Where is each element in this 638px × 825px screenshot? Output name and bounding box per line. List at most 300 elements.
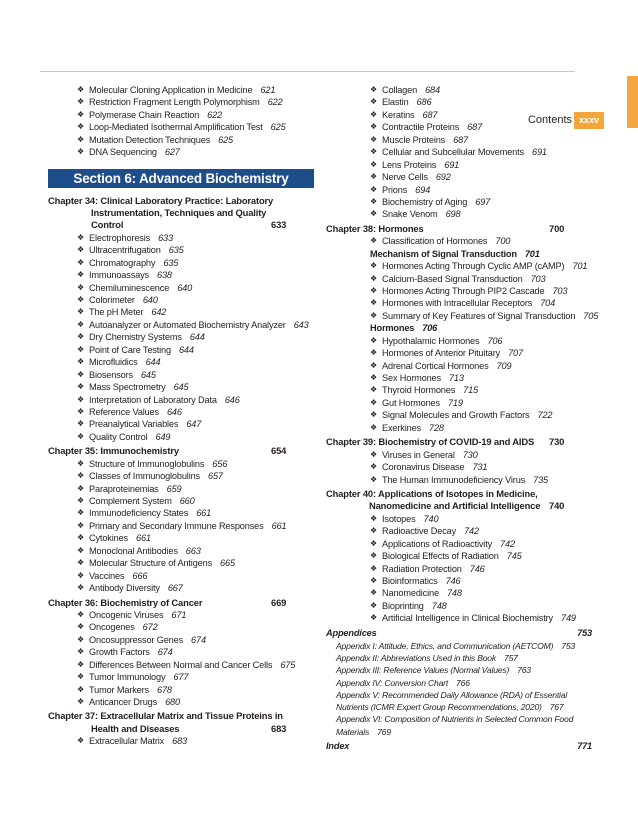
diamond-bullet-icon: ❖: [77, 471, 85, 481]
chapter-block: [326, 488, 592, 625]
diamond-bullet-icon: ❖: [77, 696, 85, 706]
chapter-block: [326, 436, 592, 486]
toc-entry-page: 644: [189, 332, 205, 343]
toc-entry[interactable]: [48, 483, 314, 495]
chapter-heading[interactable]: Chapter 34: Clinical Laboratory Practice: Laboratory Instrumentation, Techniques and Quality Control 633: [48, 194, 287, 231]
toc-entry-page: 686: [416, 97, 432, 108]
diamond-bullet-icon: ❖: [77, 344, 85, 354]
toc-entry-page: 730: [462, 449, 478, 460]
toc-entry-list: [326, 84, 592, 221]
diamond-bullet-icon: ❖: [77, 609, 85, 619]
chapter-heading[interactable]: Chapter 37: Extracellular Matrix and Tissue Proteins in Health and Diseases 683: [48, 710, 287, 734]
toc-entry-page: 748: [446, 588, 462, 599]
toc-entry-page: 671: [171, 609, 187, 620]
diamond-bullet-icon: ❖: [370, 298, 378, 308]
toc-entry[interactable]: [48, 696, 314, 708]
toc-entry-page: 713: [448, 373, 464, 384]
toc-entry-page: 691: [531, 147, 547, 158]
toc-entry-page: 638: [156, 270, 172, 281]
toc-entry[interactable]: [326, 397, 592, 409]
toc-entry-title: Tumor Immunology: [89, 672, 166, 683]
toc-entry[interactable]: [326, 84, 592, 96]
diamond-bullet-icon: ❖: [370, 261, 378, 271]
diamond-bullet-icon: ❖: [77, 458, 85, 468]
toc-entry-title: Nerve Cells: [382, 172, 428, 183]
toc-entry[interactable]: [48, 121, 314, 133]
toc-entry-list: [326, 260, 599, 322]
toc-entry[interactable]: [48, 394, 314, 406]
toc-entry-title: Quality Control: [89, 431, 148, 442]
toc-entry[interactable]: [48, 84, 314, 96]
toc-entry[interactable]: [48, 582, 314, 594]
toc-entry-page: 704: [540, 298, 556, 309]
diamond-bullet-icon: ❖: [77, 257, 85, 267]
toc-entry-page: 635: [168, 245, 184, 256]
toc-entry[interactable]: [326, 196, 592, 208]
toc-entry-page: 646: [224, 394, 240, 405]
toc-entry[interactable]: [48, 431, 314, 443]
diamond-bullet-icon: ❖: [77, 533, 85, 543]
toc-entry-title: Lens Proteins: [382, 159, 437, 170]
toc-entry-page: 694: [415, 184, 431, 195]
chapter-title: Chapter 39: Biochemistry of COVID-19 and AIDS: [326, 436, 535, 448]
toc-entry[interactable]: [48, 244, 314, 256]
toc-entry[interactable]: [326, 134, 592, 146]
toc-entry[interactable]: [326, 310, 599, 322]
toc-entry[interactable]: [48, 146, 314, 158]
diamond-bullet-icon: ❖: [77, 357, 85, 367]
subsection-page: 701: [524, 248, 540, 259]
toc-entry[interactable]: [326, 525, 592, 537]
appendix-entry[interactable]: [326, 640, 592, 652]
toc-entry[interactable]: [48, 570, 314, 582]
diamond-bullet-icon: ❖: [370, 600, 378, 610]
toc-entry-page: 649: [155, 431, 171, 442]
chapter-heading[interactable]: Chapter 35: Immunochemistry 654: [48, 445, 287, 457]
toc-entry-list: [48, 458, 314, 595]
toc-entry-title: Snake Venom: [382, 209, 438, 220]
toc-entry[interactable]: [48, 232, 314, 244]
toc-entry-title: Growth Factors: [89, 647, 150, 658]
toc-entry-page: 675: [280, 659, 296, 670]
toc-entry-page: 683: [172, 736, 188, 747]
toc-entry-page: 692: [435, 172, 451, 183]
toc-entry-page: 705: [583, 310, 599, 321]
toc-entry-title: Point of Care Testing: [89, 344, 171, 355]
appendix-title: Appendix I: Attitude, Ethics, and Communication (AETCOM): [336, 640, 554, 651]
diamond-bullet-icon: ❖: [77, 97, 85, 107]
diamond-bullet-icon: ❖: [77, 232, 85, 242]
chapter-title: Chapter 37: Extracellular Matrix and Tissue Proteins in Health and Diseases: [48, 710, 283, 734]
chapter-title: Chapter 40: Applications of Isotopes in Medicine, Nanomedicine and Artificial Intelligence: [326, 487, 541, 512]
toc-entry[interactable]: [48, 684, 314, 696]
toc-entry-title: Restriction Fragment Length Polymorphism: [89, 97, 260, 108]
chapter-title: Chapter 38: Hormones: [326, 222, 424, 234]
toc-entry-title: Chromatography: [89, 257, 156, 268]
appendix-title: Appendix II: Abbreviations Used in this Book: [336, 652, 496, 663]
chapter-heading[interactable]: Chapter 38: Hormones 700: [326, 222, 565, 234]
toc-entry-title: Keratins: [382, 109, 415, 120]
diamond-bullet-icon: ❖: [77, 634, 85, 644]
appendix-entry[interactable]: [326, 677, 592, 689]
toc-entry-title: Biosensors: [89, 369, 133, 380]
appendix-title: Appendix VI: Composition of Nutrients in Selected Common Food Materials: [336, 714, 574, 737]
toc-entry-page: 660: [179, 496, 195, 506]
toc-entry[interactable]: [326, 474, 592, 486]
appendix-page: 769: [377, 726, 391, 737]
toc-entry-title: DNA Sequencing: [89, 147, 157, 158]
toc-entry[interactable]: [326, 587, 592, 599]
appendix-title: Appendix IV: Conversion Chart: [336, 677, 449, 688]
toc-entry[interactable]: [326, 335, 592, 347]
diamond-bullet-icon: ❖: [77, 736, 85, 746]
toc-entry[interactable]: [326, 347, 592, 359]
appendix-title: Appendix V: Recommended Daily Allowance (RDA) of Essential Nutrients (ICMR Expert Group Recommendations, 2020): [336, 689, 568, 713]
toc-entry-page: 672: [142, 622, 158, 633]
diamond-bullet-icon: ❖: [370, 122, 378, 132]
toc-entry[interactable]: [48, 470, 314, 482]
toc-entry[interactable]: [326, 422, 592, 434]
toc-entry-page: 742: [500, 538, 515, 549]
toc-entry-title: Oncosuppressor Genes: [89, 634, 184, 645]
toc-entry-title: Signal Molecules and Growth Factors: [382, 410, 530, 421]
toc-entry[interactable]: [326, 409, 592, 421]
toc-entry-page: 740: [423, 513, 439, 524]
diamond-bullet-icon: ❖: [370, 360, 378, 370]
toc-entry-title: Electrophoresis: [89, 232, 151, 243]
toc-entry[interactable]: [48, 406, 314, 418]
toc-entry-page: 698: [445, 209, 461, 220]
appendix-page: 757: [504, 652, 518, 663]
toc-entry-page: 656: [212, 458, 228, 469]
toc-entry-title: Cellular and Subcellular Movements: [382, 147, 524, 158]
toc-entry-title: Gut Hormones: [382, 397, 440, 408]
toc-entry-title: Oncogenic Viruses: [89, 609, 164, 620]
toc-entry-page: 707: [508, 348, 523, 359]
toc-entry-list: [48, 84, 314, 159]
toc-entry[interactable]: [326, 235, 592, 247]
toc-entry[interactable]: [48, 507, 314, 519]
toc-entry[interactable]: [48, 495, 314, 507]
toc-entry-page: 691: [444, 159, 460, 170]
appendix-list: [326, 640, 592, 738]
toc-entry-page: 674: [191, 634, 206, 645]
toc-entry-title: Tumor Markers: [89, 684, 149, 695]
toc-entry-page: 661: [136, 533, 151, 544]
toc-entry[interactable]: [326, 171, 592, 183]
diamond-bullet-icon: ❖: [370, 373, 378, 383]
toc-entry[interactable]: [326, 360, 592, 372]
toc-entry-title: Cytokines: [89, 533, 128, 544]
toc-entry-page: 665: [220, 558, 235, 569]
toc-entry[interactable]: [48, 96, 314, 108]
toc-entry[interactable]: [48, 557, 314, 569]
diamond-bullet-icon: ❖: [370, 397, 378, 407]
toc-entry-page: 646: [166, 406, 182, 417]
toc-entry[interactable]: [48, 520, 314, 532]
toc-entry[interactable]: [326, 449, 592, 461]
toc-entry-title: Primary and Secondary Immune Responses: [89, 520, 264, 531]
toc-entry-title: Interpretation of Laboratory Data: [89, 394, 217, 405]
diamond-bullet-icon: ❖: [370, 134, 378, 144]
appendix-entry[interactable]: [326, 664, 592, 676]
diamond-bullet-icon: ❖: [77, 134, 85, 144]
diamond-bullet-icon: ❖: [77, 545, 85, 555]
toc-entry[interactable]: [48, 109, 314, 121]
toc-entry-title: Bioinformatics: [382, 575, 438, 586]
toc-entry-title: Collagen: [382, 85, 418, 95]
diamond-bullet-icon: ❖: [370, 588, 378, 598]
toc-entry[interactable]: [48, 458, 314, 470]
toc-entry-page: 635: [163, 257, 179, 268]
toc-entry[interactable]: [326, 208, 592, 220]
toc-entry[interactable]: [326, 563, 592, 575]
diamond-bullet-icon: ❖: [370, 159, 378, 169]
section-banner: Section 6: Advanced Biochemistry: [48, 169, 314, 188]
toc-entry[interactable]: [326, 96, 592, 108]
toc-entry[interactable]: [48, 306, 314, 318]
toc-entry[interactable]: [48, 331, 314, 343]
toc-entry[interactable]: [48, 319, 314, 331]
toc-entry[interactable]: [48, 621, 314, 633]
toc-entry-page: 678: [157, 684, 172, 695]
appendix-title: Appendix III: Reference Values (Normal Values): [336, 665, 510, 676]
toc-entry[interactable]: [48, 646, 314, 658]
toc-entry-title: Applications of Radioactivity: [382, 538, 493, 549]
appendix-entry[interactable]: [326, 713, 592, 738]
toc-entry-title: Extracellular Matrix: [89, 736, 165, 747]
chapter-title: Chapter 35: Immunochemistry: [48, 445, 179, 457]
toc-entry-page: 644: [178, 344, 194, 355]
diamond-bullet-icon: ❖: [77, 622, 85, 632]
toc-entry[interactable]: [326, 109, 592, 121]
diamond-bullet-icon: ❖: [77, 483, 85, 493]
toc-entry-title: Artificial Intelligence in Clinical Biochemistry: [382, 613, 554, 624]
subsection-heading[interactable]: [326, 322, 592, 334]
toc-entry-page: 625: [218, 134, 234, 145]
index-title: Index: [326, 741, 350, 752]
toc-entry[interactable]: [48, 609, 314, 621]
toc-entry[interactable]: [48, 634, 314, 646]
chapter-block: [48, 445, 314, 594]
toc-entry-page: 661: [196, 508, 212, 519]
toc-entry[interactable]: [326, 146, 592, 158]
toc-entry[interactable]: [48, 344, 314, 356]
diamond-bullet-icon: ❖: [370, 335, 378, 345]
toc-entry-title: Hypothalamic Hormones: [382, 335, 480, 346]
toc-entry[interactable]: [48, 294, 314, 306]
toc-entry-title: Hormones Acting Through PIP2 Cascade: [382, 285, 545, 296]
diamond-bullet-icon: ❖: [77, 431, 85, 441]
toc-entry-title: Vaccines: [89, 570, 125, 581]
subsection-heading[interactable]: [326, 248, 592, 260]
diamond-bullet-icon: ❖: [370, 196, 378, 206]
toc-entry[interactable]: [48, 532, 314, 544]
toc-entry-list: [48, 232, 314, 443]
toc-entry-title: Prions: [382, 184, 408, 195]
toc-entry-page: 667: [167, 583, 183, 594]
diamond-bullet-icon: ❖: [370, 97, 378, 107]
chapter-heading[interactable]: Chapter 40: Applications of Isotopes in Medicine, Nanomedicine and Artificial Intelligence 740: [326, 487, 565, 512]
toc-entry-title: Biochemistry of Aging: [382, 196, 468, 207]
diamond-bullet-icon: ❖: [77, 245, 85, 255]
toc-entry-title: Calcium-Based Signal Transduction: [382, 273, 523, 284]
toc-entry-title: Contractile Proteins: [382, 122, 460, 133]
toc-entry-title: Reference Values: [89, 406, 159, 417]
toc-entry-title: Classification of Hormones: [382, 236, 488, 247]
toc-entry-page: 640: [142, 295, 158, 306]
toc-entry[interactable]: [326, 461, 592, 473]
chapter-block-hormones: [326, 222, 599, 434]
toc-entry-title: Elastin: [382, 97, 409, 108]
toc-entry-title: Classes of Immunoglobulins: [89, 471, 200, 482]
diamond-bullet-icon: ❖: [370, 273, 378, 283]
diamond-bullet-icon: ❖: [77, 332, 85, 342]
subsection-page: 706: [422, 323, 438, 334]
toc-entry-page: 706: [487, 335, 503, 346]
toc-entry[interactable]: [326, 575, 592, 587]
toc-entry-page: 622: [267, 97, 283, 108]
toc-entry-title: Radioactive Decay: [382, 526, 457, 537]
toc-entry-page: 644: [145, 357, 161, 368]
toc-entry-title: Viruses in General: [382, 449, 455, 460]
diamond-bullet-icon: ❖: [370, 209, 378, 219]
diamond-bullet-icon: ❖: [370, 236, 378, 246]
appendix-entry[interactable]: [326, 652, 592, 664]
section-thumb-tab: [627, 76, 638, 128]
toc-entry[interactable]: [48, 269, 314, 281]
toc-entry[interactable]: [326, 612, 592, 624]
toc-entry[interactable]: [48, 369, 314, 381]
toc-entry-title: Isotopes: [382, 513, 416, 524]
toc-entry[interactable]: [48, 735, 314, 747]
diamond-bullet-icon: ❖: [77, 659, 85, 669]
toc-entry-page: 748: [431, 600, 447, 611]
diamond-bullet-icon: ❖: [77, 122, 85, 132]
toc-entry-page: 642: [151, 307, 167, 318]
toc-entry-title: Preanalytical Variables: [89, 419, 179, 430]
toc-entry[interactable]: [48, 134, 314, 146]
toc-entry-page: 687: [467, 122, 483, 133]
diamond-bullet-icon: ❖: [370, 613, 378, 623]
chapter-heading[interactable]: Chapter 36: Biochemistry of Cancer 669: [48, 596, 287, 608]
index-heading[interactable]: [326, 740, 592, 753]
toc-entry-title: Antibody Diversity: [89, 583, 160, 594]
toc-entry[interactable]: [48, 671, 314, 683]
toc-entry[interactable]: [48, 257, 314, 269]
toc-entry-title: Hormones of Anterior Pituitary: [382, 348, 501, 359]
toc-entry-page: 746: [469, 563, 485, 574]
toc-entry-title: Differences Between Normal and Cancer Cells: [89, 659, 273, 670]
appendices-title: Appendices: [326, 627, 377, 638]
diamond-bullet-icon: ❖: [370, 310, 378, 320]
toc-entry-title: The Human Immunodeficiency Virus: [382, 474, 526, 485]
toc-entry-title: Immunoassays: [89, 270, 149, 281]
appendix-page: 767: [549, 702, 564, 713]
diamond-bullet-icon: ❖: [77, 270, 85, 280]
toc-entry-page: 622: [207, 109, 223, 120]
toc-entry[interactable]: [326, 550, 592, 562]
toc-entry-page: 633: [158, 232, 173, 243]
toc-entry-title: The pH Meter: [89, 307, 144, 318]
toc-entry-list: [326, 449, 592, 486]
toc-entry[interactable]: [326, 297, 592, 309]
diamond-bullet-icon: ❖: [370, 462, 378, 472]
toc-entry-page: 666: [132, 570, 148, 581]
toc-entry-title: Nanomedicine: [382, 588, 439, 599]
toc-entry[interactable]: [326, 159, 592, 171]
diamond-bullet-icon: ❖: [77, 85, 85, 94]
toc-entry[interactable]: [48, 418, 314, 430]
toc-entry[interactable]: [326, 184, 592, 196]
toc-entry-title: Autoanalyzer or Automated Biochemistry Analyzer: [89, 319, 286, 330]
toc-entry[interactable]: [326, 260, 592, 272]
toc-entry-list: [48, 609, 314, 709]
chapter-block: [48, 710, 314, 747]
appendix-entry[interactable]: [326, 689, 592, 714]
toc-entry-title: Exerkines: [382, 422, 421, 433]
toc-entry[interactable]: [48, 381, 314, 393]
toc-entry-page: 625: [270, 122, 286, 133]
toc-entry-title: Summary of Key Features of Signal Transduction: [382, 310, 576, 321]
toc-entry[interactable]: [326, 384, 592, 396]
toc-entry[interactable]: [326, 285, 592, 297]
appendices-page: 753: [577, 627, 592, 638]
toc-entry-page: 703: [530, 273, 546, 284]
toc-entry-title: Chemiluminescence: [89, 282, 170, 293]
diamond-bullet-icon: ❖: [370, 551, 378, 561]
toc-entry-title: Paraproteinemias: [89, 483, 159, 494]
toc-entry-title: Muscle Proteins: [382, 134, 446, 145]
toc-entry-page: 700: [495, 236, 511, 247]
diamond-bullet-icon: ❖: [370, 348, 378, 358]
diamond-bullet-icon: ❖: [77, 647, 85, 657]
toc-entry[interactable]: [48, 282, 314, 294]
diamond-bullet-icon: ❖: [77, 369, 85, 379]
toc-entry[interactable]: [326, 538, 592, 550]
diamond-bullet-icon: ❖: [370, 513, 378, 523]
toc-entry[interactable]: [48, 659, 314, 671]
toc-entry-title: Mass Spectrometry: [89, 382, 166, 393]
toc-entry[interactable]: [48, 545, 314, 557]
subsection-title: Hormones: [370, 323, 415, 334]
appendices-heading[interactable]: [326, 627, 592, 640]
chapter-heading[interactable]: Chapter 39: Biochemistry of COVID-19 and AIDS 730: [326, 436, 565, 448]
chapter-block: [48, 195, 314, 444]
toc-entry[interactable]: [326, 513, 592, 525]
toc-entry-title: Bioprinting: [382, 600, 424, 611]
diamond-bullet-icon: ❖: [77, 406, 85, 416]
diamond-bullet-icon: ❖: [77, 672, 85, 682]
toc-entry[interactable]: [326, 600, 592, 612]
toc-entry-page: 735: [533, 474, 549, 485]
toc-entry-list: [326, 513, 592, 625]
toc-entry-title: Hormones with Intracellular Receptors: [382, 298, 533, 309]
toc-entry[interactable]: [48, 356, 314, 368]
toc-entry-page: 627: [164, 147, 180, 158]
toc-entry[interactable]: [326, 273, 592, 285]
diamond-bullet-icon: ❖: [370, 474, 378, 484]
toc-entry[interactable]: [326, 121, 592, 133]
toc-entry-page: 745: [506, 551, 522, 562]
toc-entry-page: 657: [208, 471, 223, 482]
toc-entry-title: Polymerase Chain Reaction: [89, 109, 200, 120]
diamond-bullet-icon: ❖: [77, 282, 85, 292]
toc-entry[interactable]: [326, 372, 592, 384]
index-page: 771: [577, 741, 592, 752]
diamond-bullet-icon: ❖: [370, 147, 378, 157]
toc-entry-title: Monoclonal Antibodies: [89, 545, 178, 556]
